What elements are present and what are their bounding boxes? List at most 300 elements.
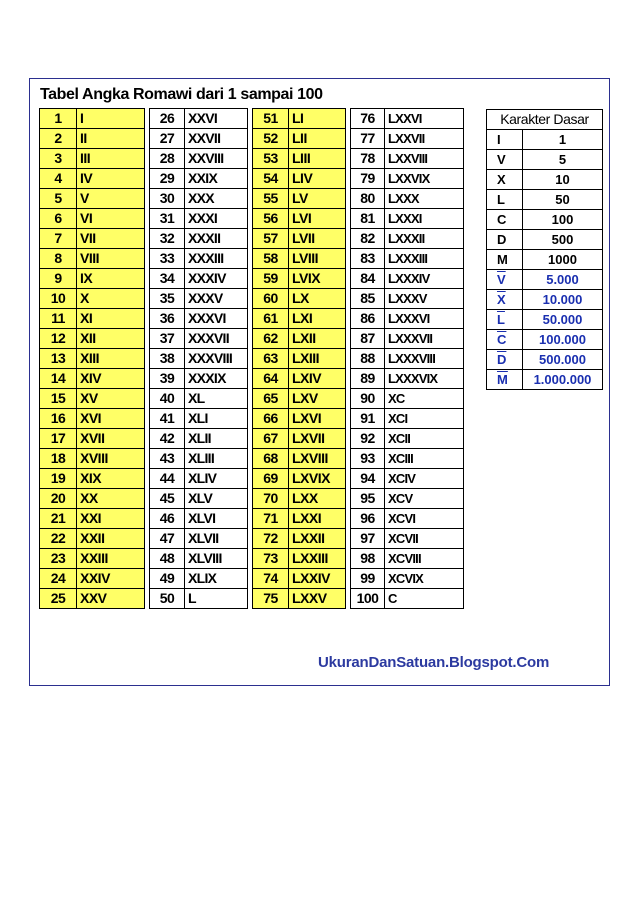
arabic-number-cell: 39 xyxy=(150,369,185,389)
roman-numeral-cell: XCV xyxy=(385,489,464,509)
roman-numeral-cell: LVII xyxy=(289,229,346,249)
roman-numeral-cell: VII xyxy=(77,229,145,249)
arabic-number-cell: 34 xyxy=(150,269,185,289)
roman-row xyxy=(40,589,145,609)
roman-numeral-cell: LXXXIV xyxy=(385,269,464,289)
roman-numeral-cell: XCIII xyxy=(385,449,464,469)
roman-row xyxy=(253,409,346,429)
roman-numeral-cell: XLVIII xyxy=(185,549,248,569)
roman-numeral-cell: LXXIII xyxy=(289,549,346,569)
roman-symbol-cell: D xyxy=(487,230,523,250)
roman-numeral-cell: XIV xyxy=(77,369,145,389)
roman-numeral-cell: LXXV xyxy=(289,589,346,609)
roman-numeral-cell: LXXVII xyxy=(385,129,464,149)
roman-row xyxy=(351,109,464,129)
basic-character-row xyxy=(487,190,603,210)
roman-numeral-cell: XXXVI xyxy=(185,309,248,329)
roman-row xyxy=(253,549,346,569)
arabic-number-cell: 71 xyxy=(253,509,289,529)
roman-row xyxy=(253,529,346,549)
arabic-number-cell: 20 xyxy=(40,489,77,509)
arabic-number-cell: 37 xyxy=(150,329,185,349)
symbol-value-cell: 1.000.000 xyxy=(523,370,603,390)
roman-row xyxy=(351,289,464,309)
roman-numeral-cell: XVIII xyxy=(77,449,145,469)
roman-row xyxy=(351,249,464,269)
roman-numeral-cell: XXXV xyxy=(185,289,248,309)
arabic-number-cell: 69 xyxy=(253,469,289,489)
roman-row xyxy=(253,349,346,369)
roman-numeral-cell: LI xyxy=(289,109,346,129)
roman-row xyxy=(253,329,346,349)
arabic-number-cell: 9 xyxy=(40,269,77,289)
arabic-number-cell: 33 xyxy=(150,249,185,269)
symbol-value-cell: 10.000 xyxy=(523,290,603,310)
arabic-number-cell: 99 xyxy=(351,569,385,589)
roman-row xyxy=(40,509,145,529)
arabic-number-cell: 88 xyxy=(351,349,385,369)
roman-row xyxy=(150,109,248,129)
roman-numeral-cell: XIII xyxy=(77,349,145,369)
roman-row xyxy=(351,549,464,569)
symbol-value-cell: 5.000 xyxy=(523,270,603,290)
roman-numeral-cell: LXXXI xyxy=(385,209,464,229)
roman-numeral-cell: XCIV xyxy=(385,469,464,489)
roman-row xyxy=(150,429,248,449)
roman-row xyxy=(253,369,346,389)
arabic-number-cell: 32 xyxy=(150,229,185,249)
roman-row xyxy=(150,269,248,289)
roman-numeral-cell: XII xyxy=(77,329,145,349)
roman-row xyxy=(40,449,145,469)
arabic-number-cell: 72 xyxy=(253,529,289,549)
roman-row xyxy=(40,149,145,169)
arabic-number-cell: 75 xyxy=(253,589,289,609)
arabic-number-cell: 100 xyxy=(351,589,385,609)
roman-numeral-cell: XXXIX xyxy=(185,369,248,389)
roman-numeral-cell: XXXI xyxy=(185,209,248,229)
roman-numeral-cell: XLIII xyxy=(185,449,248,469)
roman-numeral-cell: L xyxy=(185,589,248,609)
roman-numeral-cell: LVIX xyxy=(289,269,346,289)
arabic-number-cell: 40 xyxy=(150,389,185,409)
roman-row xyxy=(150,209,248,229)
arabic-number-cell: 36 xyxy=(150,309,185,329)
basic-character-row xyxy=(487,210,603,230)
arabic-number-cell: 35 xyxy=(150,289,185,309)
roman-row xyxy=(253,109,346,129)
roman-numeral-cell: LVI xyxy=(289,209,346,229)
basic-character-row xyxy=(487,130,603,150)
roman-numeral-cell: XXXVII xyxy=(185,329,248,349)
roman-symbol-cell: $\overline{M}$ xyxy=(487,370,523,390)
roman-numeral-cell: XXVIII xyxy=(185,149,248,169)
arabic-number-cell: 31 xyxy=(150,209,185,229)
roman-row xyxy=(253,449,346,469)
roman-numeral-cell: LXVII xyxy=(289,429,346,449)
roman-row xyxy=(351,449,464,469)
arabic-number-cell: 79 xyxy=(351,169,385,189)
basic-character-row xyxy=(487,270,603,290)
arabic-number-cell: 58 xyxy=(253,249,289,269)
roman-numeral-cell: LIII xyxy=(289,149,346,169)
basic-table-header-row xyxy=(487,110,603,130)
roman-numeral-cell: VI xyxy=(77,209,145,229)
arabic-number-cell: 14 xyxy=(40,369,77,389)
roman-row xyxy=(351,529,464,549)
roman-numeral-cell: LXXX xyxy=(385,189,464,209)
roman-numeral-cell: LVIII xyxy=(289,249,346,269)
arabic-number-cell: 95 xyxy=(351,489,385,509)
roman-numeral-cell: LXXXVIX xyxy=(385,369,464,389)
roman-row xyxy=(253,289,346,309)
roman-numeral-cell: XIX xyxy=(77,469,145,489)
roman-numeral-cell: XXIV xyxy=(77,569,145,589)
arabic-number-cell: 85 xyxy=(351,289,385,309)
roman-row xyxy=(351,229,464,249)
arabic-number-cell: 70 xyxy=(253,489,289,509)
arabic-number-cell: 90 xyxy=(351,389,385,409)
roman-row xyxy=(253,169,346,189)
roman-numeral-cell: LXVIX xyxy=(289,469,346,489)
arabic-number-cell: 46 xyxy=(150,509,185,529)
roman-numeral-cell: XCI xyxy=(385,409,464,429)
roman-row xyxy=(150,169,248,189)
roman-table-51-75 xyxy=(252,108,346,609)
arabic-number-cell: 44 xyxy=(150,469,185,489)
roman-row xyxy=(40,349,145,369)
roman-row xyxy=(351,149,464,169)
symbol-value-cell: 500.000 xyxy=(523,350,603,370)
roman-row xyxy=(351,209,464,229)
roman-row xyxy=(253,569,346,589)
roman-symbol-cell: I xyxy=(487,130,523,150)
roman-numeral-cell: LXIII xyxy=(289,349,346,369)
roman-numeral-cell: XXIII xyxy=(77,549,145,569)
roman-numeral-cell: XX xyxy=(77,489,145,509)
arabic-number-cell: 84 xyxy=(351,269,385,289)
arabic-number-cell: 38 xyxy=(150,349,185,369)
roman-row xyxy=(150,249,248,269)
roman-numeral-cell: XXVII xyxy=(185,129,248,149)
arabic-number-cell: 48 xyxy=(150,549,185,569)
arabic-number-cell: 5 xyxy=(40,189,77,209)
roman-row xyxy=(253,249,346,269)
roman-numeral-cell: XXV xyxy=(77,589,145,609)
roman-numeral-cell: XLIX xyxy=(185,569,248,589)
roman-row xyxy=(150,229,248,249)
roman-row xyxy=(253,189,346,209)
arabic-number-cell: 24 xyxy=(40,569,77,589)
roman-row xyxy=(351,329,464,349)
roman-row xyxy=(351,429,464,449)
arabic-number-cell: 91 xyxy=(351,409,385,429)
roman-row xyxy=(40,329,145,349)
arabic-number-cell: 13 xyxy=(40,349,77,369)
symbol-value-cell: 50.000 xyxy=(523,310,603,330)
roman-row xyxy=(253,429,346,449)
arabic-number-cell: 68 xyxy=(253,449,289,469)
roman-row xyxy=(351,409,464,429)
roman-numeral-cell: XLVI xyxy=(185,509,248,529)
arabic-number-cell: 97 xyxy=(351,529,385,549)
roman-row xyxy=(253,469,346,489)
symbol-value-cell: 50 xyxy=(523,190,603,210)
arabic-number-cell: 10 xyxy=(40,289,77,309)
roman-row xyxy=(40,469,145,489)
basic-character-row xyxy=(487,150,603,170)
roman-row xyxy=(351,189,464,209)
roman-numeral-cell: LXX xyxy=(289,489,346,509)
arabic-number-cell: 25 xyxy=(40,589,77,609)
roman-row xyxy=(351,489,464,509)
roman-symbol-cell: $\overline{V}$ xyxy=(487,270,523,290)
roman-symbol-cell: L xyxy=(487,190,523,210)
roman-row xyxy=(253,209,346,229)
roman-symbol-cell: M xyxy=(487,250,523,270)
arabic-number-cell: 54 xyxy=(253,169,289,189)
arabic-number-cell: 49 xyxy=(150,569,185,589)
arabic-number-cell: 77 xyxy=(351,129,385,149)
roman-numeral-cell: XXXIII xyxy=(185,249,248,269)
roman-row xyxy=(253,229,346,249)
roman-numeral-cell: LXXXII xyxy=(385,229,464,249)
basic-character-row xyxy=(487,310,603,330)
footer-site-name: UkuranDanSatuan.Blogspot.Com xyxy=(318,654,550,671)
arabic-number-cell: 93 xyxy=(351,449,385,469)
roman-row xyxy=(351,509,464,529)
roman-row xyxy=(40,189,145,209)
arabic-number-cell: 86 xyxy=(351,309,385,329)
roman-numeral-cell: LV xyxy=(289,189,346,209)
arabic-number-cell: 82 xyxy=(351,229,385,249)
arabic-number-cell: 73 xyxy=(253,549,289,569)
roman-symbol-cell: C xyxy=(487,210,523,230)
arabic-number-cell: 16 xyxy=(40,409,77,429)
roman-row xyxy=(40,309,145,329)
symbol-value-cell: 10 xyxy=(523,170,603,190)
roman-row xyxy=(40,229,145,249)
roman-numeral-cell: XXX xyxy=(185,189,248,209)
roman-row xyxy=(253,509,346,529)
roman-row xyxy=(253,129,346,149)
roman-numeral-cell: IV xyxy=(77,169,145,189)
arabic-number-cell: 65 xyxy=(253,389,289,409)
arabic-number-cell: 7 xyxy=(40,229,77,249)
symbol-value-cell: 500 xyxy=(523,230,603,250)
roman-numeral-cell: XXXVIII xyxy=(185,349,248,369)
roman-numeral-cell: XXVI xyxy=(185,109,248,129)
roman-numeral-cell: LIV xyxy=(289,169,346,189)
roman-row xyxy=(150,129,248,149)
basic-character-row xyxy=(487,350,603,370)
arabic-number-cell: 47 xyxy=(150,529,185,549)
arabic-number-cell: 92 xyxy=(351,429,385,449)
roman-row xyxy=(351,269,464,289)
roman-numeral-cell: XXXII xyxy=(185,229,248,249)
arabic-number-cell: 12 xyxy=(40,329,77,349)
roman-numeral-cell: III xyxy=(77,149,145,169)
roman-row xyxy=(253,149,346,169)
roman-numeral-cell: LXIV xyxy=(289,369,346,389)
roman-row xyxy=(40,489,145,509)
roman-row xyxy=(150,349,248,369)
arabic-number-cell: 11 xyxy=(40,309,77,329)
roman-row xyxy=(150,549,248,569)
arabic-number-cell: 76 xyxy=(351,109,385,129)
arabic-number-cell: 27 xyxy=(150,129,185,149)
roman-row xyxy=(40,129,145,149)
arabic-number-cell: 63 xyxy=(253,349,289,369)
arabic-number-cell: 6 xyxy=(40,209,77,229)
roman-row xyxy=(150,189,248,209)
roman-row xyxy=(351,569,464,589)
roman-numeral-cell: V xyxy=(77,189,145,209)
roman-numeral-cell: XVI xyxy=(77,409,145,429)
arabic-number-cell: 52 xyxy=(253,129,289,149)
roman-numeral-cell: XLV xyxy=(185,489,248,509)
roman-row xyxy=(150,329,248,349)
roman-row xyxy=(40,529,145,549)
arabic-number-cell: 41 xyxy=(150,409,185,429)
roman-numeral-cell: LXXXVI xyxy=(385,309,464,329)
roman-numeral-cell: XCVIX xyxy=(385,569,464,589)
symbol-value-cell: 100.000 xyxy=(523,330,603,350)
page-title: Tabel Angka Romawi dari 1 sampai 100 xyxy=(40,86,323,103)
roman-row xyxy=(40,289,145,309)
roman-row xyxy=(150,529,248,549)
roman-row xyxy=(351,469,464,489)
roman-symbol-cell: $\overline{C}$ xyxy=(487,330,523,350)
roman-numeral-cell: LXXIV xyxy=(289,569,346,589)
arabic-number-cell: 18 xyxy=(40,449,77,469)
roman-row xyxy=(253,269,346,289)
arabic-number-cell: 19 xyxy=(40,469,77,489)
basic-character-row xyxy=(487,290,603,310)
arabic-number-cell: 56 xyxy=(253,209,289,229)
roman-numeral-cell: XLIV xyxy=(185,469,248,489)
symbol-value-cell: 1 xyxy=(523,130,603,150)
arabic-number-cell: 64 xyxy=(253,369,289,389)
roman-numeral-cell: XI xyxy=(77,309,145,329)
roman-row xyxy=(351,169,464,189)
arabic-number-cell: 98 xyxy=(351,549,385,569)
arabic-number-cell: 61 xyxy=(253,309,289,329)
basic-table-header: Karakter Dasar xyxy=(487,110,603,130)
roman-numeral-cell: LXVIII xyxy=(289,449,346,469)
arabic-number-cell: 67 xyxy=(253,429,289,449)
roman-symbol-cell: X xyxy=(487,170,523,190)
arabic-number-cell: 22 xyxy=(40,529,77,549)
arabic-number-cell: 50 xyxy=(150,589,185,609)
arabic-number-cell: 83 xyxy=(351,249,385,269)
roman-symbol-cell: V xyxy=(487,150,523,170)
roman-numeral-cell: LXXXVII xyxy=(385,329,464,349)
roman-numeral-cell: XXXIV xyxy=(185,269,248,289)
roman-row xyxy=(150,589,248,609)
arabic-number-cell: 23 xyxy=(40,549,77,569)
roman-numeral-cell: LXXVIII xyxy=(385,149,464,169)
arabic-number-cell: 51 xyxy=(253,109,289,129)
roman-numeral-cell: LXII xyxy=(289,329,346,349)
arabic-number-cell: 81 xyxy=(351,209,385,229)
roman-row xyxy=(40,369,145,389)
arabic-number-cell: 45 xyxy=(150,489,185,509)
roman-row xyxy=(150,469,248,489)
roman-table-26-50 xyxy=(149,108,248,609)
roman-row xyxy=(40,549,145,569)
roman-row xyxy=(150,449,248,469)
symbol-value-cell: 100 xyxy=(523,210,603,230)
roman-numeral-cell: LXI xyxy=(289,309,346,329)
arabic-number-cell: 28 xyxy=(150,149,185,169)
roman-numeral-cell: I xyxy=(77,109,145,129)
roman-row xyxy=(253,589,346,609)
roman-row xyxy=(40,569,145,589)
arabic-number-cell: 3 xyxy=(40,149,77,169)
arabic-number-cell: 87 xyxy=(351,329,385,349)
roman-row xyxy=(40,269,145,289)
arabic-number-cell: 43 xyxy=(150,449,185,469)
arabic-number-cell: 66 xyxy=(253,409,289,429)
symbol-value-cell: 1000 xyxy=(523,250,603,270)
arabic-number-cell: 57 xyxy=(253,229,289,249)
roman-numeral-cell: LXVI xyxy=(289,409,346,429)
roman-numeral-cell: LXXVIX xyxy=(385,169,464,189)
roman-symbol-cell: $\overline{D}$ xyxy=(487,350,523,370)
roman-row xyxy=(253,389,346,409)
roman-numeral-cell: C xyxy=(385,589,464,609)
roman-row xyxy=(150,309,248,329)
roman-numeral-cell: IX xyxy=(77,269,145,289)
arabic-number-cell: 21 xyxy=(40,509,77,529)
roman-numeral-cell: X xyxy=(77,289,145,309)
arabic-number-cell: 89 xyxy=(351,369,385,389)
roman-numeral-cell: XCVII xyxy=(385,529,464,549)
symbol-value-cell: 5 xyxy=(523,150,603,170)
roman-symbol-cell: $\overline{X}$ xyxy=(487,290,523,310)
basic-character-row xyxy=(487,370,603,390)
roman-row xyxy=(150,409,248,429)
roman-row xyxy=(150,389,248,409)
arabic-number-cell: 4 xyxy=(40,169,77,189)
roman-row xyxy=(351,369,464,389)
roman-row xyxy=(150,489,248,509)
roman-numeral-cell: LXXXVIII xyxy=(385,349,464,369)
roman-numeral-cell: XVII xyxy=(77,429,145,449)
roman-row xyxy=(150,289,248,309)
roman-numeral-cell: LXXXV xyxy=(385,289,464,309)
roman-numeral-cell: XL xyxy=(185,389,248,409)
roman-row xyxy=(351,349,464,369)
roman-numeral-cell: XLVII xyxy=(185,529,248,549)
roman-numeral-cell: XLII xyxy=(185,429,248,449)
arabic-number-cell: 26 xyxy=(150,109,185,129)
roman-row xyxy=(40,209,145,229)
roman-row xyxy=(40,109,145,129)
roman-numeral-cell: XLI xyxy=(185,409,248,429)
roman-row xyxy=(351,389,464,409)
arabic-number-cell: 29 xyxy=(150,169,185,189)
roman-numeral-cell: XXII xyxy=(77,529,145,549)
roman-numeral-cell: LXXVI xyxy=(385,109,464,129)
basic-characters-table xyxy=(486,109,603,390)
arabic-number-cell: 96 xyxy=(351,509,385,529)
arabic-number-cell: 94 xyxy=(351,469,385,489)
roman-row xyxy=(150,569,248,589)
basic-character-row xyxy=(487,230,603,250)
arabic-number-cell: 62 xyxy=(253,329,289,349)
